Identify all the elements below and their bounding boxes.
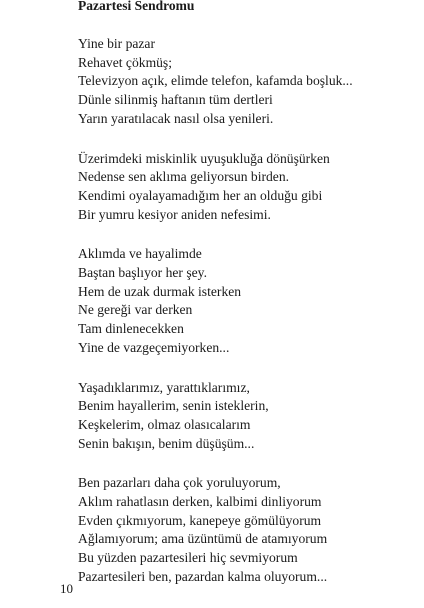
page-number: 10 bbox=[60, 581, 73, 596]
poem-line: Yine bir pazar bbox=[78, 36, 155, 51]
poem-line: Pazartesileri ben, pazardan kalma oluyorum... bbox=[78, 568, 328, 584]
stanza bbox=[78, 35, 398, 129]
poem-line: Aklım rahatlasın derken, kalbimi dinliyorum bbox=[78, 494, 322, 510]
poem-line: Yine de vazgeçemiyorken... bbox=[78, 339, 230, 355]
poem-line: Yaşadıklarımız, yarattıklarımız, bbox=[78, 379, 250, 395]
stanza bbox=[78, 150, 398, 225]
poem-line: Ben pazarları daha çok yoruluyorum, bbox=[78, 475, 281, 491]
stanza bbox=[78, 379, 398, 454]
poem-line: Rehavet çökmüş; bbox=[78, 54, 173, 70]
poem-line: Yarın yaratılacak nasıl olsa yenileri. bbox=[78, 110, 274, 126]
poem-line: Tam dinlenecekken bbox=[78, 321, 184, 337]
stanza bbox=[78, 474, 398, 586]
poem-line: Bir yumru kesiyor aniden nefesimi. bbox=[78, 206, 271, 222]
poem-line: Baştan başlıyor her şey. bbox=[78, 265, 207, 281]
poem-line: Ağlamıyorum; ama üzüntümü de atamıyorum bbox=[78, 531, 328, 547]
poem-line: Ne gereği var derken bbox=[78, 302, 193, 318]
poem-line: Senin bakışın, benim düşüşüm... bbox=[78, 435, 255, 451]
poem-line: Dünle silinmiş haftanın tüm dertleri bbox=[78, 92, 273, 108]
poem-line: Bu yüzden pazartesileri hiç sevmiyorum bbox=[78, 550, 298, 566]
poem-line: Üzerimdeki miskinlik uyuşukluğa dönüşürken bbox=[78, 150, 330, 166]
stanza bbox=[78, 245, 398, 357]
poem-line: Benim hayallerim, senin isteklerin, bbox=[78, 398, 269, 414]
poem-line: Televizyon açık, elimde telefon, kafamda boşluk... bbox=[78, 73, 353, 89]
poem-line: Nedense sen aklıma geliyorsun birden. bbox=[78, 169, 290, 185]
poem-line: Keşkelerim, olmaz olasıcalarım bbox=[78, 416, 251, 432]
poem-line: Hem de uzak durmak isterken bbox=[78, 283, 242, 299]
poem-line: Aklımda ve hayalimde bbox=[78, 246, 202, 262]
poem-line: Evden çıkmıyorum, kanepeye gömülüyorum bbox=[78, 512, 322, 528]
poem-title: Pazartesi Sendromu bbox=[78, 0, 195, 13]
poem-body bbox=[78, 35, 398, 608]
poem-line: Kendimi oyalayamadığım her an olduğu gibi bbox=[78, 187, 323, 203]
